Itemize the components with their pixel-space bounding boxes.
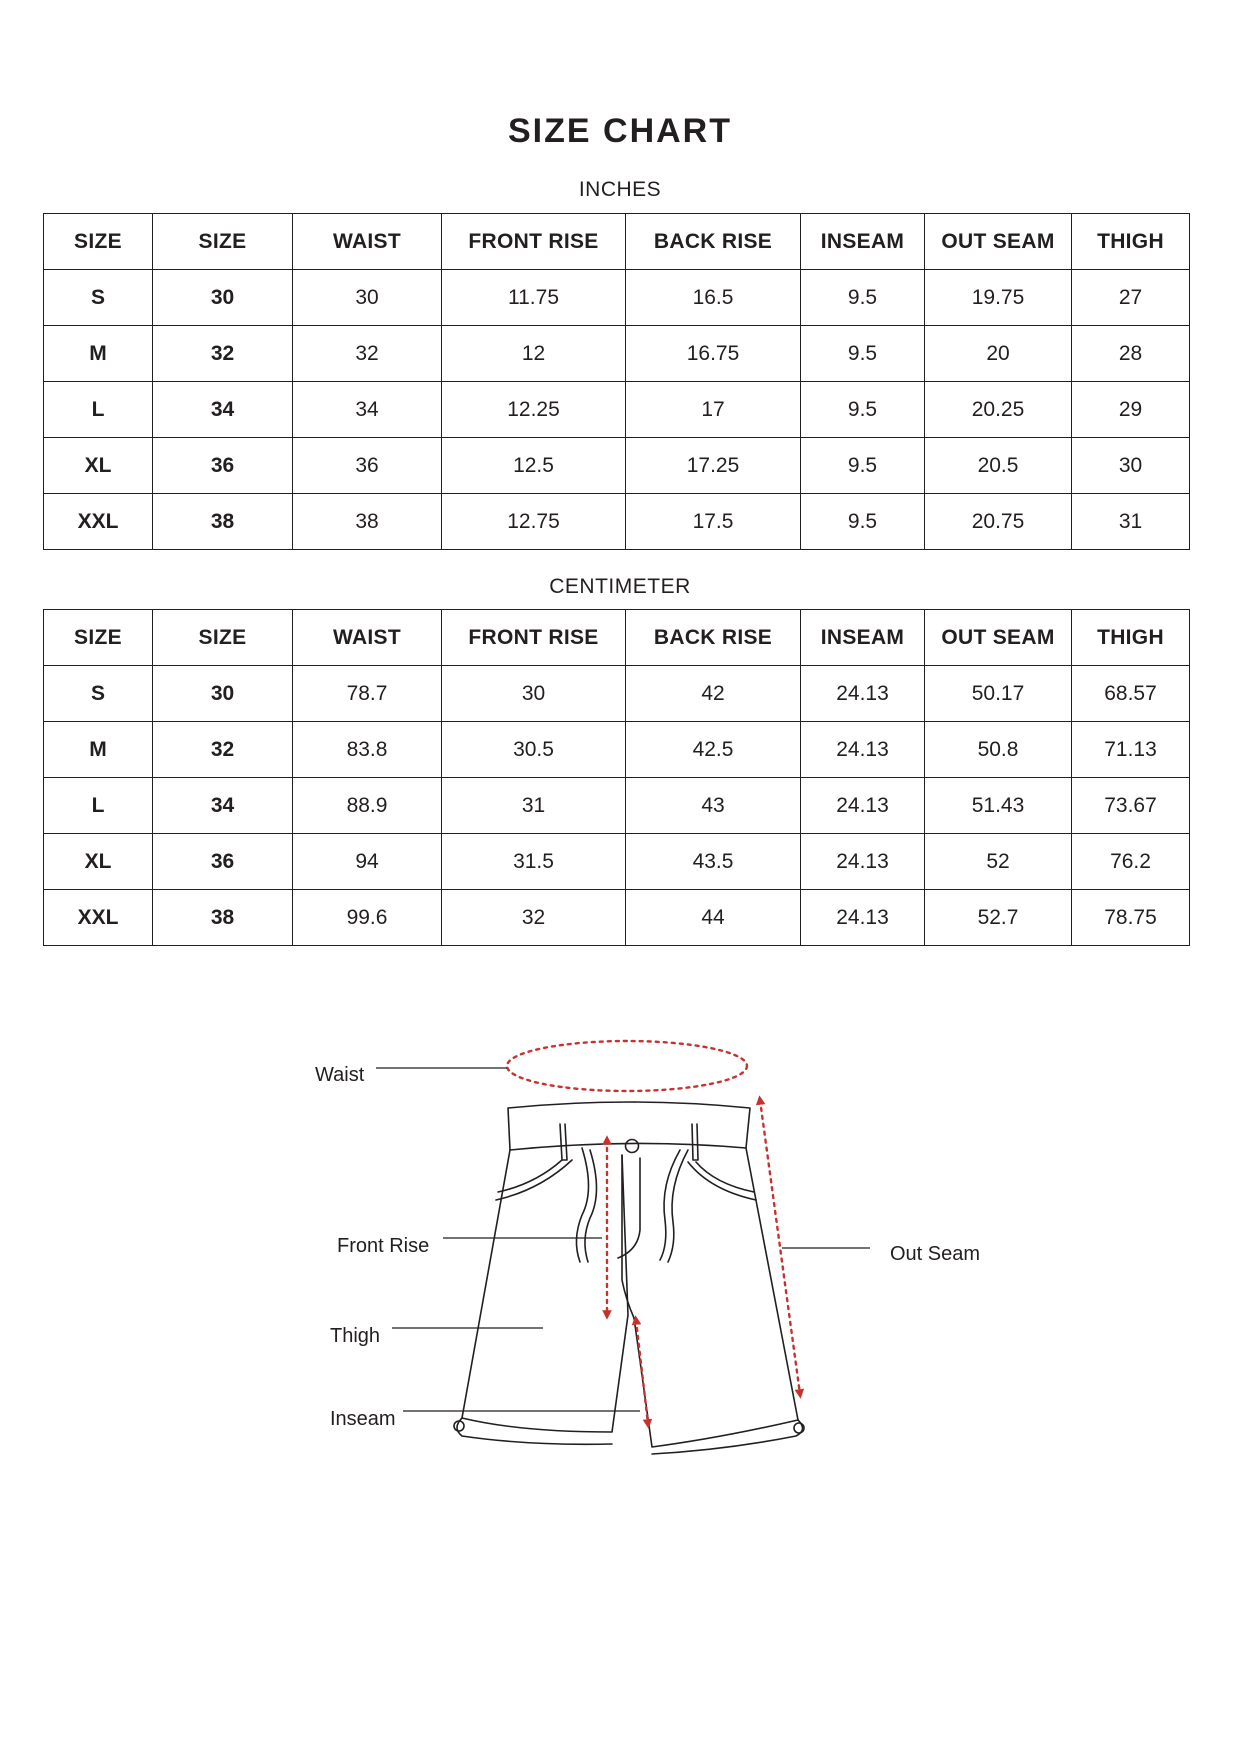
measurement-cell: 43 bbox=[626, 778, 801, 834]
size-label-cell: S bbox=[44, 270, 153, 326]
column-header: WAIST bbox=[293, 214, 442, 270]
measurement-cell: 31 bbox=[442, 778, 626, 834]
measurement-cell: 17.5 bbox=[626, 494, 801, 550]
drawstring-left bbox=[576, 1148, 588, 1262]
column-header: THIGH bbox=[1072, 610, 1190, 666]
measurement-cell: 16.5 bbox=[626, 270, 801, 326]
measurement-cell: 32 bbox=[293, 326, 442, 382]
column-header: OUT SEAM bbox=[925, 214, 1072, 270]
inseam-label: Inseam bbox=[330, 1408, 396, 1430]
measurement-cell: 50.8 bbox=[925, 722, 1072, 778]
measurement-cell: 24.13 bbox=[801, 890, 925, 946]
measurement-cell: 88.9 bbox=[293, 778, 442, 834]
measurement-cell: 78.7 bbox=[293, 666, 442, 722]
measurement-cell: 31.5 bbox=[442, 834, 626, 890]
size-number-cell: 32 bbox=[153, 326, 293, 382]
measurement-cell: 42.5 bbox=[626, 722, 801, 778]
size-number-cell: 34 bbox=[153, 778, 293, 834]
column-header: THIGH bbox=[1072, 214, 1190, 270]
measurement-cell: 24.13 bbox=[801, 666, 925, 722]
right-pocket-inner bbox=[696, 1162, 754, 1192]
inches-caption: INCHES bbox=[578, 178, 662, 201]
shorts-illustration bbox=[454, 1102, 804, 1454]
measurement-cell: 52.7 bbox=[925, 890, 1072, 946]
column-header: SIZE bbox=[153, 214, 293, 270]
measurement-cell: 30 bbox=[442, 666, 626, 722]
measurement-cell: 9.5 bbox=[801, 438, 925, 494]
measurement-marks bbox=[507, 1041, 800, 1424]
measurement-cell: 36 bbox=[293, 438, 442, 494]
column-header: SIZE bbox=[44, 214, 153, 270]
measurement-cell: 38 bbox=[293, 494, 442, 550]
size-number-cell: 32 bbox=[153, 722, 293, 778]
measurement-cell: 9.5 bbox=[801, 494, 925, 550]
button bbox=[626, 1140, 639, 1153]
size-number-cell: 36 bbox=[153, 834, 293, 890]
size-number-cell: 38 bbox=[153, 890, 293, 946]
size-number-cell: 36 bbox=[153, 438, 293, 494]
size-label-cell: XXL bbox=[44, 494, 153, 550]
measurement-cell: 20.75 bbox=[925, 494, 1072, 550]
measurement-cell: 43.5 bbox=[626, 834, 801, 890]
column-header: FRONT RISE bbox=[442, 610, 626, 666]
measurement-cell: 68.57 bbox=[1072, 666, 1190, 722]
measurement-cell: 76.2 bbox=[1072, 834, 1190, 890]
measurement-cell: 29 bbox=[1072, 382, 1190, 438]
measurement-cell: 17.25 bbox=[626, 438, 801, 494]
size-label-cell: S bbox=[44, 666, 153, 722]
size-number-cell: 30 bbox=[153, 270, 293, 326]
centimeter-caption: CENTIMETER bbox=[549, 575, 691, 598]
measurement-cell: 20.25 bbox=[925, 382, 1072, 438]
measurement-cell: 24.13 bbox=[801, 722, 925, 778]
drawstring-right bbox=[660, 1150, 680, 1260]
measurement-cell: 20.5 bbox=[925, 438, 1072, 494]
measurement-cell: 50.17 bbox=[925, 666, 1072, 722]
waist-label: Waist bbox=[315, 1064, 365, 1086]
measurement-cell: 12 bbox=[442, 326, 626, 382]
left-leg-outline bbox=[462, 1150, 628, 1432]
thigh-label: Thigh bbox=[330, 1325, 381, 1347]
measurement-cell: 32 bbox=[442, 890, 626, 946]
column-header: SIZE bbox=[44, 610, 153, 666]
column-header: INSEAM bbox=[801, 214, 925, 270]
measurement-cell: 51.43 bbox=[925, 778, 1072, 834]
size-label-cell: XL bbox=[44, 834, 153, 890]
measurement-cell: 9.5 bbox=[801, 326, 925, 382]
measurement-cell: 99.6 bbox=[293, 890, 442, 946]
measurement-cell: 12.25 bbox=[442, 382, 626, 438]
measurement-cell: 83.8 bbox=[293, 722, 442, 778]
measurement-cell: 31 bbox=[1072, 494, 1190, 550]
out-seam-label: Out Seam bbox=[890, 1243, 981, 1265]
leader-lines bbox=[376, 1068, 870, 1411]
measurement-cell: 42 bbox=[626, 666, 801, 722]
belt-loop-left bbox=[560, 1124, 567, 1160]
size-label-cell: M bbox=[44, 326, 153, 382]
measurement-cell: 30 bbox=[1072, 438, 1190, 494]
column-header: SIZE bbox=[153, 610, 293, 666]
measurement-cell: 52 bbox=[925, 834, 1072, 890]
measurement-cell: 30 bbox=[293, 270, 442, 326]
column-header: WAIST bbox=[293, 610, 442, 666]
out-seam-measure bbox=[760, 1100, 800, 1394]
size-label-cell: L bbox=[44, 382, 153, 438]
measurement-cell: 24.13 bbox=[801, 778, 925, 834]
measurement-cell: 73.67 bbox=[1072, 778, 1190, 834]
measurement-cell: 12.75 bbox=[442, 494, 626, 550]
measurement-cell: 19.75 bbox=[925, 270, 1072, 326]
measurement-cell: 16.75 bbox=[626, 326, 801, 382]
measurement-cell: 9.5 bbox=[801, 382, 925, 438]
measurement-cell: 11.75 bbox=[442, 270, 626, 326]
column-header: BACK RISE bbox=[626, 214, 801, 270]
size-number-cell: 34 bbox=[153, 382, 293, 438]
measurement-cell: 12.5 bbox=[442, 438, 626, 494]
crotch-seam bbox=[622, 1155, 634, 1318]
size-label-cell: XL bbox=[44, 438, 153, 494]
column-header: FRONT RISE bbox=[442, 214, 626, 270]
right-leg-outline bbox=[634, 1148, 798, 1447]
waistband bbox=[508, 1102, 750, 1150]
column-header: BACK RISE bbox=[626, 610, 801, 666]
size-number-cell: 38 bbox=[153, 494, 293, 550]
front-rise-label: Front Rise bbox=[337, 1235, 430, 1257]
column-header: INSEAM bbox=[801, 610, 925, 666]
measurement-cell: 94 bbox=[293, 834, 442, 890]
size-label-cell: XXL bbox=[44, 890, 153, 946]
measurement-cell: 27 bbox=[1072, 270, 1190, 326]
measurement-cell: 30.5 bbox=[442, 722, 626, 778]
measurement-cell: 78.75 bbox=[1072, 890, 1190, 946]
size-number-cell: 30 bbox=[153, 666, 293, 722]
right-hem bbox=[652, 1420, 803, 1454]
waist-measure-ellipse bbox=[507, 1041, 747, 1091]
measurement-cell: 17 bbox=[626, 382, 801, 438]
measurement-cell: 34 bbox=[293, 382, 442, 438]
measurement-cell: 9.5 bbox=[801, 270, 925, 326]
size-label-cell: L bbox=[44, 778, 153, 834]
measurement-cell: 20 bbox=[925, 326, 1072, 382]
size-label-cell: M bbox=[44, 722, 153, 778]
measurement-cell: 71.13 bbox=[1072, 722, 1190, 778]
measurement-cell: 24.13 bbox=[801, 834, 925, 890]
measurement-cell: 44 bbox=[626, 890, 801, 946]
column-header: OUT SEAM bbox=[925, 610, 1072, 666]
measurement-cell: 28 bbox=[1072, 326, 1190, 382]
belt-loop-right bbox=[692, 1124, 698, 1160]
page-title: SIZE CHART bbox=[508, 112, 732, 150]
